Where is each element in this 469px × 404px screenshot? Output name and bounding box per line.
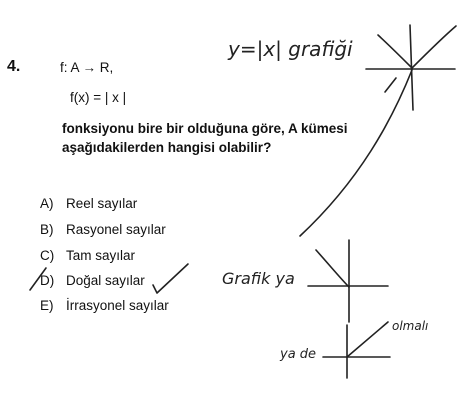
answer-strike <box>30 268 46 290</box>
function-definition: f(x) = | x | <box>70 90 127 105</box>
graph-curve <box>378 26 456 68</box>
option-text: Rasyonel sayılar <box>66 222 166 237</box>
option-letter: B) <box>40 222 54 237</box>
small-graph1-curve <box>316 250 349 287</box>
function-mapping: f: A → R, <box>60 60 114 75</box>
olmali-text: olmalı <box>392 319 429 333</box>
option-text: Tam sayılar <box>66 248 136 263</box>
option-letter: A) <box>40 196 54 211</box>
question-number: 4. <box>7 58 21 75</box>
checkmark <box>153 264 188 293</box>
ya-de-text: ya de <box>280 347 317 362</box>
option-letter: D) <box>40 273 55 288</box>
option-text: Reel sayılar <box>66 196 138 211</box>
small-graph2-curve <box>347 322 388 357</box>
option-text: Doğal sayılar <box>66 273 145 288</box>
question-stem: fonksiyonu bire bir olduğuna göre, A kümesi aşağıdakilerden hangisi olabilir? <box>62 121 348 155</box>
option-letter: C) <box>40 248 55 263</box>
graph-line-down <box>300 70 412 236</box>
graph-tick <box>385 78 396 92</box>
graph-note-text: y=|x| grafiği <box>228 37 353 61</box>
grafik-ya-text: Grafik ya <box>222 269 295 288</box>
option-letter: E) <box>40 298 54 313</box>
option-text: İrrasyonel sayılar <box>66 298 169 313</box>
